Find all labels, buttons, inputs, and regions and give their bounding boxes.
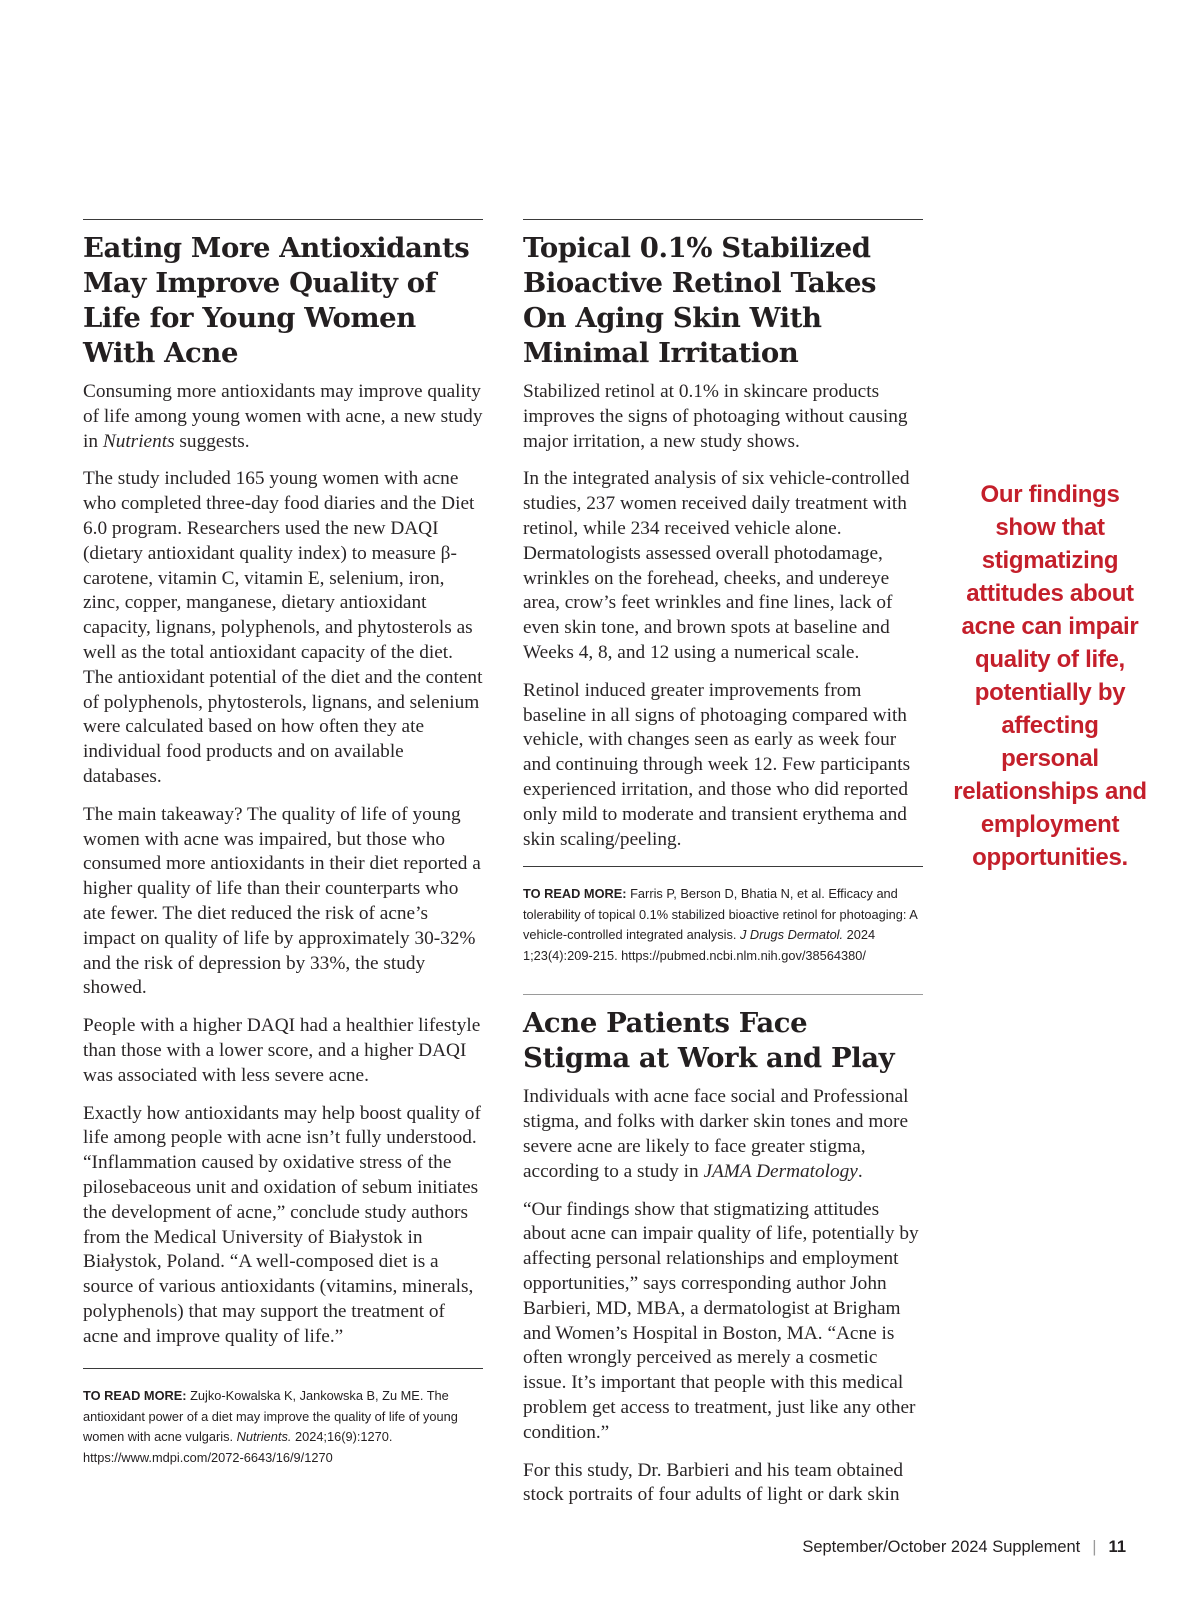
reference-lead: TO READ MORE: [83,1388,187,1404]
article-title: Acne Patients Face Stigma at Work and Play [523,1007,895,1075]
article-antioxidants [83,219,483,1468]
article-paragraph: In the integrated analysis of six vehicle-controlled studies, 237 women received daily treatment with retinol, while 234 received vehicle alone. Dermatologists assessed overall photodamage, wrinkles on the forehead, cheeks, and undereye area, crow’s feet wrinkles and fine lines, lack of even skin tone, and brown spots at baseline and Weeks 4, 8, and 12 using a numerical scale. [523,468,910,663]
reference-block: TO READ MORE: Farris P, Berson D, Bhatia N, et al. Efficacy and tolerability of topical 0.1% stabilized bioactive retinol for photoaging: A vehicle-controlled integrated analysis. J Drugs Dermatol. 2024 1;23(4):209-215. https://pubmed.ncbi.nlm.nih.gov/38564380/ [523,886,918,963]
journal-name: Nutrients [102,430,175,452]
reference-link[interactable]: 2024;16(9):1270. https://www.mdpi.com/2072-6643/16/9/1270 [83,1429,393,1465]
article-paragraph: Retinol induced greater improvements from baseline in all signs of photoaging compared with vehicle, with changes seen as early as week four and continuing through week 12. Few participants experienced irritation, and those who did reported only mild to moderate and transient erythema and skin scaling/peeling. [523,679,911,850]
article-paragraph: For this study, Dr. Barbieri and his team obtained stock portraits of four adults of light or dark skin [523,1459,904,1506]
journal-name: JAMA Dermatology [703,1160,858,1182]
top-rule [83,219,483,220]
reference-block: TO READ MORE: Zujko-Kowalska K, Jankowska B, Zu ME. The antioxidant power of a diet may improve the quality of life of young women with acne vulgaris. Nutrients. 2024;16(9):1270. https://www.mdpi.com/2072-6643/16/9/1270 [83,1388,458,1465]
pull-quote [950,478,1150,874]
reference-lead: TO READ MORE: [523,886,627,902]
article-paragraph: Exactly how antioxidants may help boost quality of life among people with acne isn’t fully understood. “Inflammation caused by oxidative stress of the pilosebaceous unit and oxidation of sebum initiates the development of acne,” conclude study authors from the Medical University of Białystok in Białystok, Poland. “A well-composed diet is a source of various antioxidants (vitamins, minerals, polyphenols) that may support the treatment of acne and improve quality of life.” [83,1102,481,1347]
pull-quote-text: Our findings show that stigmatizing attitudes about acne can impair quality of life, potentially by affecting personal relationships and employment opportunities. [953,481,1147,871]
issue-label: September/October 2024 Supplement [802,1538,1081,1556]
article-retinol [523,219,923,1521]
article-paragraph: People with a higher DAQI had a healthier lifestyle than those with a lower score, and a higher DAQI was associated with less severe acne. [83,1015,481,1086]
top-rule [523,219,923,220]
article-paragraph: Consuming more antioxidants may improve quality of life among young women with acne, a new study in Nutrients suggests. [83,381,483,452]
article-paragraph: The main takeaway? The quality of life of young women with acne was impaired, but those who consumed more antioxidants in their diet reported a higher quality of life than their counterparts who ate fewer. The diet reduced the risk of acne’s impact on quality of life by approximately 30-32% and the risk of depression by 33%, the study showed. [83,803,481,999]
article-title: Topical 0.1% Stabilized Bioactive Retinol Takes On Aging Skin With Minimal Irritation [523,232,877,369]
reference-rule [83,1368,483,1369]
article-paragraph: “Our findings show that stigmatizing attitudes about acne can impair quality of life, potentially by affecting personal relationships and employment opportunities,” says corresponding author John Barbieri, MD, MBA, a dermatologist at Brigham and Women’s Hospital in Boston, MA. “Acne is often wrongly perceived as merely a cosmetic issue. It’s important that people with this medical problem get access to treatment, just like any other condition.” [523,1198,919,1443]
article-stigma [523,994,923,1508]
article-paragraph: Stabilized retinol at 0.1% in skincare products improves the signs of photoaging without causing major irritation, a new study shows. [523,381,908,452]
page-number: 11 [1108,1538,1126,1556]
journal-name: Nutrients. [236,1429,292,1445]
reference-link[interactable]: 2024 1;23(4):209-215. https://pubmed.ncbi.nlm.nih.gov/38564380/ [523,927,876,963]
article-paragraph: Individuals with acne face social and Professional stigma, and folks with darker skin tones and more severe acne are likely to face greater stigma, according to a study in JAMA Dermatology. [523,1086,909,1182]
article-title: Eating More Antioxidants May Improve Quality of Life for Young Women With Acne [83,232,470,369]
footer-separator: | [1092,1538,1097,1556]
section-rule [523,994,923,995]
article-paragraph: The study included 165 young women with acne who completed three-day food diaries and the Diet 6.0 program. Researchers used the new DAQI (dietary antioxidant quality index) to measure β-carotene, vitamin C, vitamin E, selenium, iron, zinc, copper, manganese, dietary antioxidant capacity, lignans, polyphenols, and phytosterols as well as the total antioxidant capacity of the diet. The antioxidant potential of the diet and the content of polyphenols, phytosterols, lignans, and selenium were calculated based on how often they ate individual food products and on available databases. [83,468,483,787]
page-footer [802,1538,1126,1557]
journal-name: J Drugs Dermatol. [739,927,844,943]
reference-rule [523,866,923,867]
